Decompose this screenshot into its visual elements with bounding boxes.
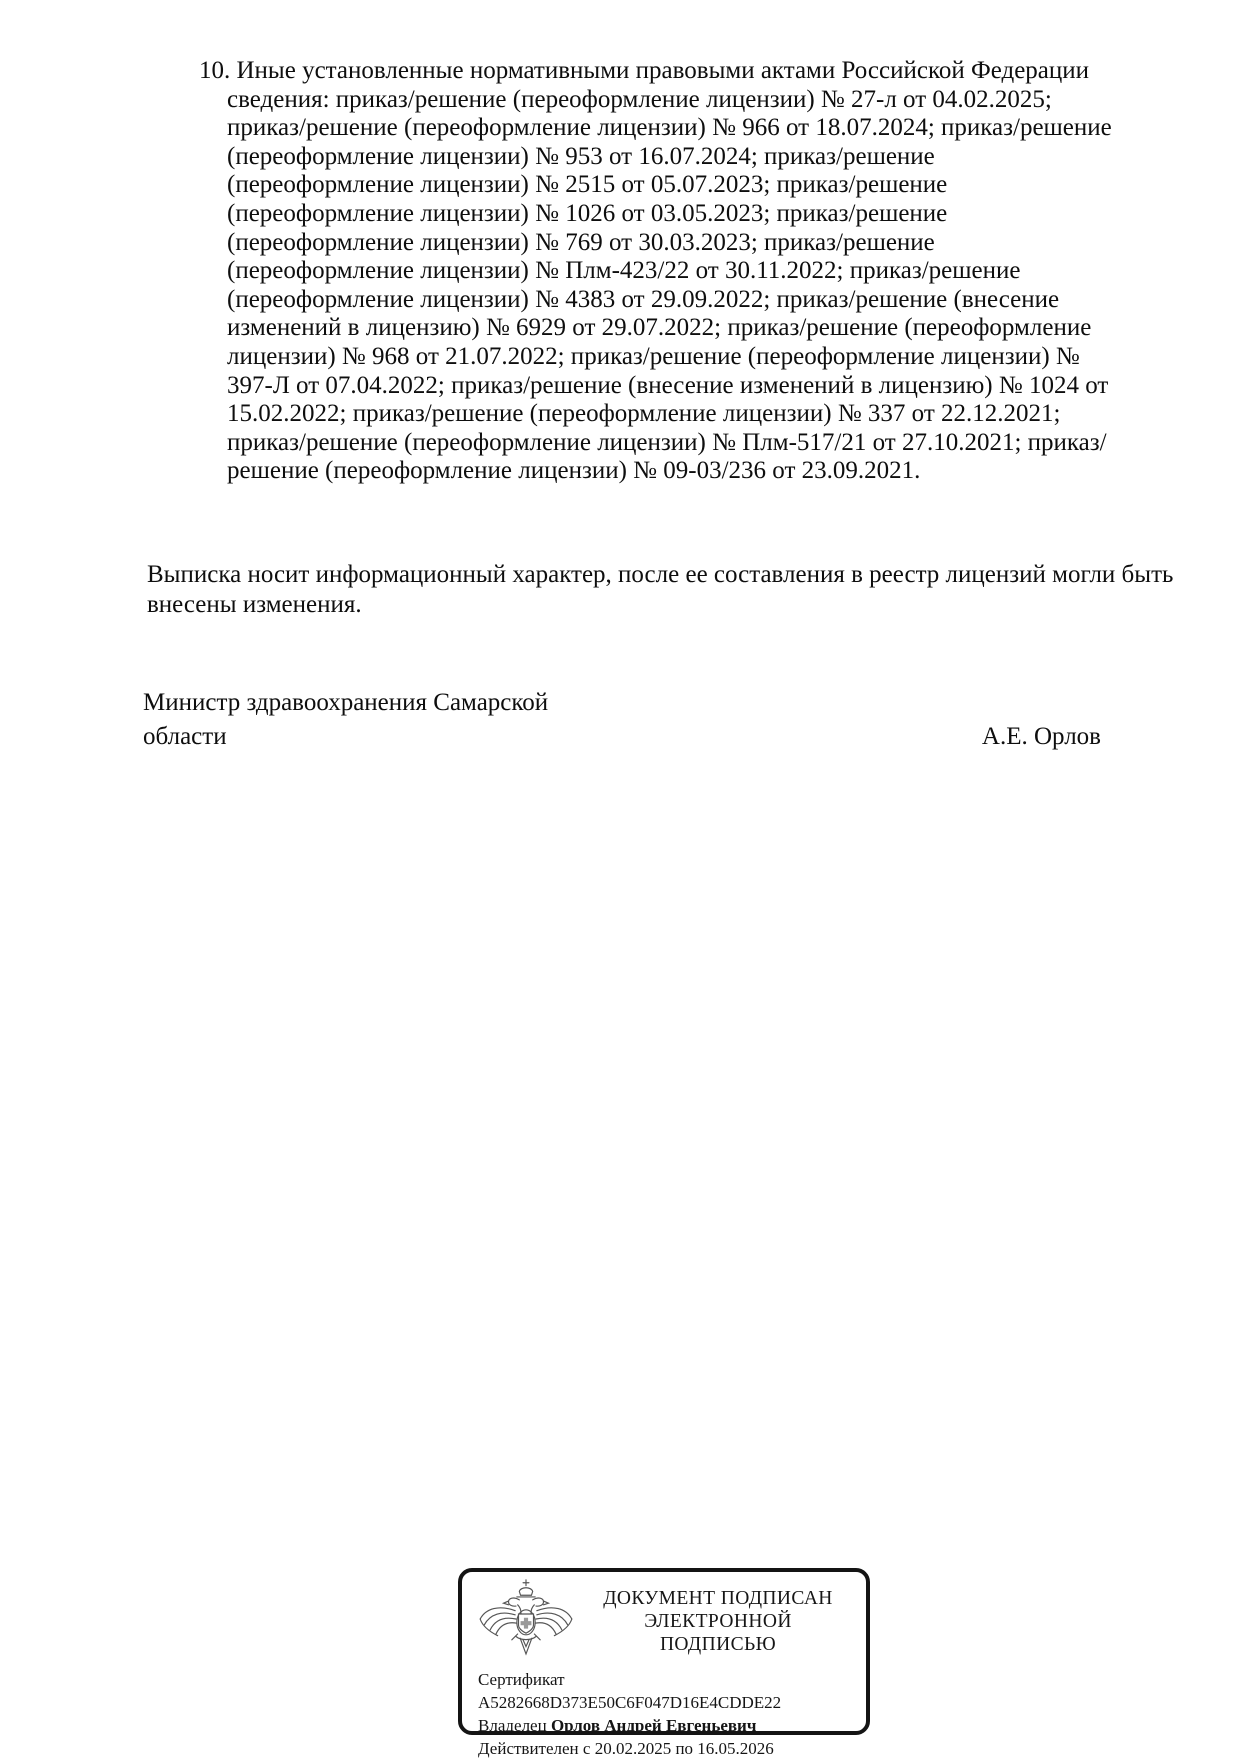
item10-paragraph <box>199 57 1119 486</box>
signature-stamp-box <box>458 1568 870 1758</box>
stamp-title <box>586 1587 856 1656</box>
item10-number: 10. <box>199 57 231 84</box>
stamp-header <box>472 1578 856 1664</box>
validity-line: Действителен с 20.02.2025 по 16.05.2026 <box>478 1739 774 1758</box>
stamp-title-line2: ЭЛЕКТРОННОЙ ПОДПИСЬЮ <box>644 1610 792 1655</box>
double-headed-eagle-icon <box>476 1577 576 1666</box>
stamp-title-line1: ДОКУМЕНТ ПОДПИСАН <box>603 1587 833 1609</box>
note-paragraph: Выписка носит информационный характер, после ее составления в реестр лицензий могли быть внесены изменения. <box>147 561 1174 618</box>
signature-position: Министр здравоохранения Самарской области <box>143 689 549 750</box>
item10-text: Иные установленные нормативными правовыми актами Российской Федерации сведения: приказ/решение (переоформление лицензии) № 27-л от 04.02.2025; приказ/решение (переоформление лицензии) № 966 от 18.07.2024; приказ/решение (переоформление лицензии) № 953 от 16.07.2024; приказ/решение (переоформление лицензии) № 2515 от 05.07.2023; приказ/решение (переоформление лицензии) № 1026 от 03.05.2023; приказ/решение (переоформление лицензии) № 769 от 30.03.2023; приказ/решение (переоформление лицензии) № Плм-423/22 от 30.11.2022; приказ/решение (переоформление лицензии) № 4383 от 29.09.2022; приказ/решение (внесение изменений в лицензию) № 6929 от 29.07.2022; приказ/решение (переоформление лицензии) № 968 от 21.07.2022; приказ/решение (переоформление лицензии) № 397-Л от 07.04.2022; приказ/решение (внесение изменений в лицензию) № 1024 от 15.02.2022; приказ/решение (переоформление лицензии) № 337 от 22.12.2021; приказ/решение (переоформление лицензии) № Плм-517/21 от 27.10.2021; приказ/решение (переоформление лицензии) № 09-03/236 от 23.09.2021. <box>227 57 1112 485</box>
stamp-details <box>472 1668 856 1760</box>
certificate-label: Сертификат <box>478 1670 565 1689</box>
certificate-line <box>478 1668 856 1714</box>
certificate-value: A5282668D373E50C6F047D16E4CDDE22 <box>478 1693 782 1712</box>
owner-label: Владелец <box>478 1716 547 1735</box>
owner-line <box>478 1714 856 1737</box>
owner-value: Орлов Андрей Евгеньевич <box>550 1716 757 1735</box>
signature-block <box>143 686 1101 754</box>
signature-name: А.Е. Орлов <box>981 723 1101 750</box>
